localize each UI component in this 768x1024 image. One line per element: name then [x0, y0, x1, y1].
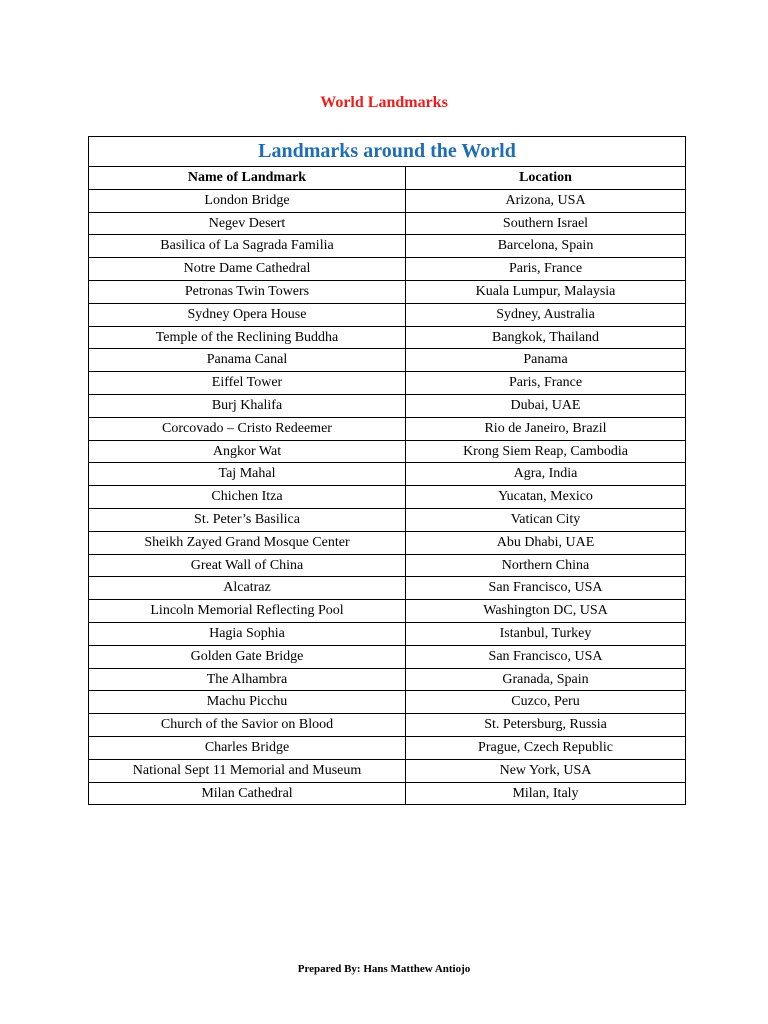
- table-row: [89, 554, 686, 577]
- table-row: [89, 440, 686, 463]
- landmark-location-cell: New York, USA: [406, 759, 686, 782]
- table-row: [89, 326, 686, 349]
- table-row: [89, 736, 686, 759]
- table-row: [89, 577, 686, 600]
- table-row: [89, 600, 686, 623]
- landmark-name-cell: Burj Khalifa: [89, 394, 406, 417]
- landmark-name-cell: Charles Bridge: [89, 736, 406, 759]
- landmark-name-cell: Eiffel Tower: [89, 372, 406, 395]
- table-row: [89, 691, 686, 714]
- table-row: [89, 782, 686, 805]
- landmark-location-cell: Arizona, USA: [406, 189, 686, 212]
- landmark-location-cell: Northern China: [406, 554, 686, 577]
- table-row: [89, 463, 686, 486]
- landmark-name-cell: St. Peter’s Basilica: [89, 508, 406, 531]
- landmark-location-cell: Southern Israel: [406, 212, 686, 235]
- landmark-name-cell: Machu Picchu: [89, 691, 406, 714]
- table-row: [89, 714, 686, 737]
- table-row: [89, 258, 686, 281]
- table-row: [89, 394, 686, 417]
- landmark-location-cell: Cuzco, Peru: [406, 691, 686, 714]
- landmark-location-cell: Prague, Czech Republic: [406, 736, 686, 759]
- landmark-name-cell: Church of the Savior on Blood: [89, 714, 406, 737]
- landmarks-table: [88, 136, 686, 805]
- landmark-location-cell: Milan, Italy: [406, 782, 686, 805]
- table-body: [89, 189, 686, 805]
- landmark-location-cell: Krong Siem Reap, Cambodia: [406, 440, 686, 463]
- column-header-name: Name of Landmark: [89, 167, 406, 190]
- landmark-location-cell: Rio de Janeiro, Brazil: [406, 417, 686, 440]
- landmark-location-cell: Vatican City: [406, 508, 686, 531]
- prepared-by-footer: Prepared By: Hans Matthew Antiojo: [297, 963, 471, 975]
- table-row: [89, 417, 686, 440]
- table-row: [89, 668, 686, 691]
- landmark-location-cell: Barcelona, Spain: [406, 235, 686, 258]
- landmark-name-cell: Temple of the Reclining Buddha: [89, 326, 406, 349]
- landmark-location-cell: Yucatan, Mexico: [406, 486, 686, 509]
- table-row: [89, 189, 686, 212]
- landmark-location-cell: San Francisco, USA: [406, 577, 686, 600]
- landmark-location-cell: Sydney, Australia: [406, 303, 686, 326]
- table-row: [89, 486, 686, 509]
- landmark-name-cell: The Alhambra: [89, 668, 406, 691]
- table-row: [89, 531, 686, 554]
- landmark-location-cell: Washington DC, USA: [406, 600, 686, 623]
- landmark-name-cell: Panama Canal: [89, 349, 406, 372]
- landmark-location-cell: San Francisco, USA: [406, 645, 686, 668]
- table-row: [89, 645, 686, 668]
- table-row: [89, 280, 686, 303]
- landmark-location-cell: Paris, France: [406, 258, 686, 281]
- landmark-name-cell: Notre Dame Cathedral: [89, 258, 406, 281]
- landmark-location-cell: Paris, France: [406, 372, 686, 395]
- table-row: [89, 759, 686, 782]
- landmark-location-cell: St. Petersburg, Russia: [406, 714, 686, 737]
- landmark-location-cell: Istanbul, Turkey: [406, 622, 686, 645]
- landmark-name-cell: Alcatraz: [89, 577, 406, 600]
- table-row: [89, 622, 686, 645]
- landmark-name-cell: Angkor Wat: [89, 440, 406, 463]
- document-title: World Landmarks: [320, 94, 448, 111]
- landmark-location-cell: Granada, Spain: [406, 668, 686, 691]
- table-row: [89, 372, 686, 395]
- landmark-location-cell: Agra, India: [406, 463, 686, 486]
- landmark-name-cell: Lincoln Memorial Reflecting Pool: [89, 600, 406, 623]
- landmark-name-cell: Sydney Opera House: [89, 303, 406, 326]
- landmark-name-cell: Basilica of La Sagrada Familia: [89, 235, 406, 258]
- landmark-name-cell: Milan Cathedral: [89, 782, 406, 805]
- table-title-row: [89, 137, 686, 167]
- landmark-name-cell: Great Wall of China: [89, 554, 406, 577]
- landmark-location-cell: Abu Dhabi, UAE: [406, 531, 686, 554]
- landmark-name-cell: Petronas Twin Towers: [89, 280, 406, 303]
- column-header-location: Location: [406, 167, 686, 190]
- landmark-name-cell: Golden Gate Bridge: [89, 645, 406, 668]
- table-row: [89, 349, 686, 372]
- landmark-name-cell: Taj Mahal: [89, 463, 406, 486]
- landmark-location-cell: Dubai, UAE: [406, 394, 686, 417]
- landmark-name-cell: Chichen Itza: [89, 486, 406, 509]
- table-title: Landmarks around the World: [89, 137, 686, 167]
- landmark-name-cell: London Bridge: [89, 189, 406, 212]
- landmark-location-cell: Kuala Lumpur, Malaysia: [406, 280, 686, 303]
- table-row: [89, 303, 686, 326]
- table-row: [89, 212, 686, 235]
- table-row: [89, 235, 686, 258]
- table-header-row: [89, 167, 686, 190]
- landmark-name-cell: National Sept 11 Memorial and Museum: [89, 759, 406, 782]
- landmark-name-cell: Sheikh Zayed Grand Mosque Center: [89, 531, 406, 554]
- landmark-location-cell: Bangkok, Thailand: [406, 326, 686, 349]
- landmark-name-cell: Corcovado – Cristo Redeemer: [89, 417, 406, 440]
- landmark-name-cell: Hagia Sophia: [89, 622, 406, 645]
- landmark-name-cell: Negev Desert: [89, 212, 406, 235]
- landmark-location-cell: Panama: [406, 349, 686, 372]
- table-row: [89, 508, 686, 531]
